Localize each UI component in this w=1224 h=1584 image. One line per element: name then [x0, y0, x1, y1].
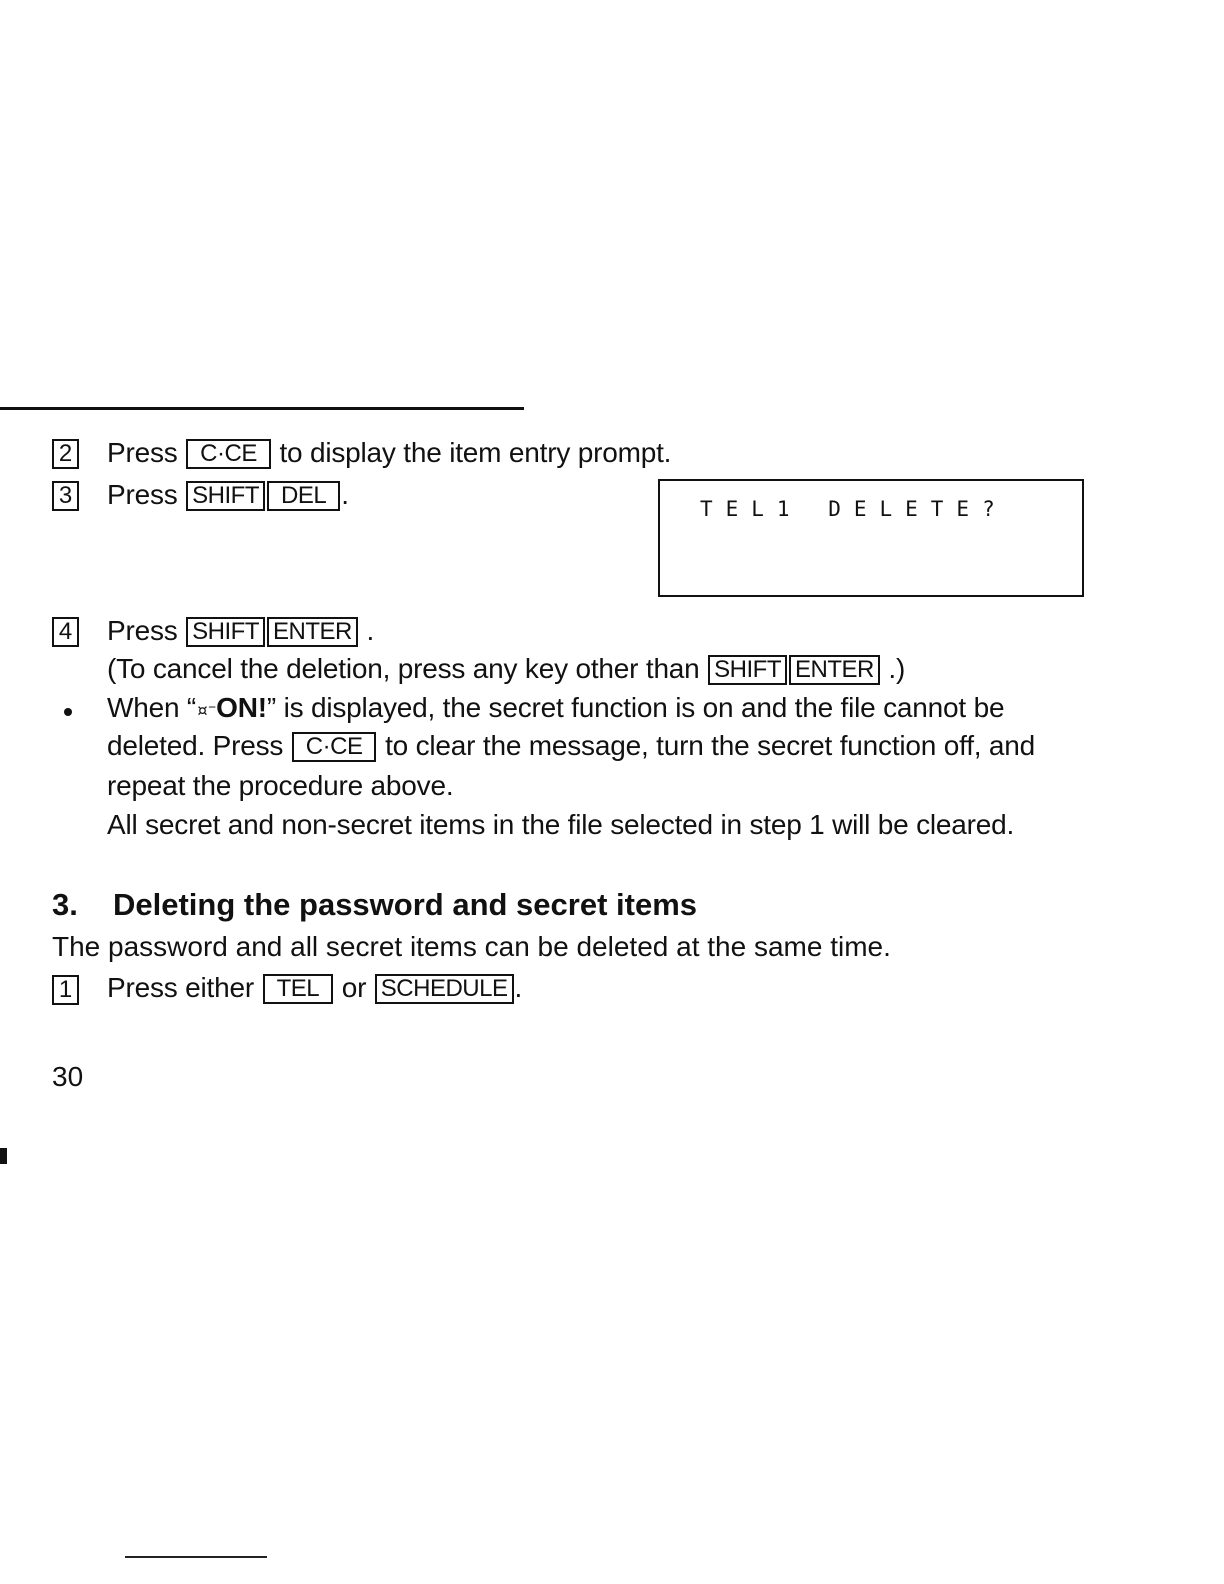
note-line-1	[107, 691, 1004, 727]
del-key: DEL	[267, 481, 340, 511]
on-message: ON!	[216, 692, 267, 723]
lcd-display	[658, 479, 1084, 597]
cancel-note	[107, 652, 905, 686]
shift-key: SHIFT	[708, 655, 787, 685]
tel-key: TEL	[263, 974, 334, 1004]
top-rule	[0, 407, 524, 410]
cce-key: C·CE	[186, 439, 271, 469]
enter-key: ENTER	[267, 617, 358, 647]
step-1-end: .	[514, 972, 523, 1003]
cce-key: C·CE	[292, 732, 377, 762]
step-number-3: 3	[52, 481, 79, 511]
step-2-text: to display the item entry prompt.	[279, 437, 672, 468]
step-4-press: Press	[107, 615, 178, 646]
note-line-2-post: to clear the message, turn the secret function off, and	[385, 730, 1036, 761]
shift-key: SHIFT	[186, 481, 265, 511]
step-4-line	[107, 614, 374, 648]
step-1-mid: or	[341, 972, 367, 1003]
note-line-3: repeat the procedure above.	[107, 770, 454, 801]
section-title: Deleting the password and secret items	[113, 887, 698, 922]
note-line-4: All secret and non-secret items in the file selected in step 1 will be cleared.	[107, 809, 1015, 840]
shift-key: SHIFT	[186, 617, 265, 647]
page-number: 30	[52, 1061, 84, 1092]
note-when: When “	[107, 692, 197, 723]
step-2-press: Press	[107, 437, 178, 468]
bottom-rule	[125, 1556, 267, 1558]
step-2-line	[107, 436, 671, 470]
section-step-1-line	[107, 971, 522, 1005]
lcd-text: TEL1 DELETE?	[700, 497, 1008, 521]
step-1-pre: Press either	[107, 972, 254, 1003]
section-intro: The password and all secret items can be deleted at the same time.	[52, 931, 891, 962]
note-line-2	[107, 729, 1035, 763]
step-number-4: 4	[52, 617, 79, 647]
cancel-end: .)	[888, 653, 906, 684]
section-heading	[52, 886, 697, 924]
step-number-2: 2	[52, 439, 79, 469]
step-4-end: .	[366, 615, 375, 646]
step-3-press: Press	[107, 479, 178, 510]
step-3-end: .	[341, 479, 349, 510]
bullet-icon	[64, 708, 72, 716]
schedule-key: SCHEDULE	[375, 974, 514, 1004]
enter-key: ENTER	[789, 655, 880, 685]
section-number: 3.	[52, 887, 78, 922]
edge-mark	[0, 1148, 7, 1164]
cancel-text: (To cancel the deletion, press any key other than	[107, 653, 700, 684]
note-line-1-rest: ” is displayed, the secret function is on and the file cannot be	[266, 692, 1005, 723]
secret-symbol-icon: ¤⁻	[196, 698, 217, 722]
step-3-line	[107, 478, 349, 512]
step-number-1: 1	[52, 975, 79, 1005]
note-line-2-pre: deleted. Press	[107, 730, 284, 761]
